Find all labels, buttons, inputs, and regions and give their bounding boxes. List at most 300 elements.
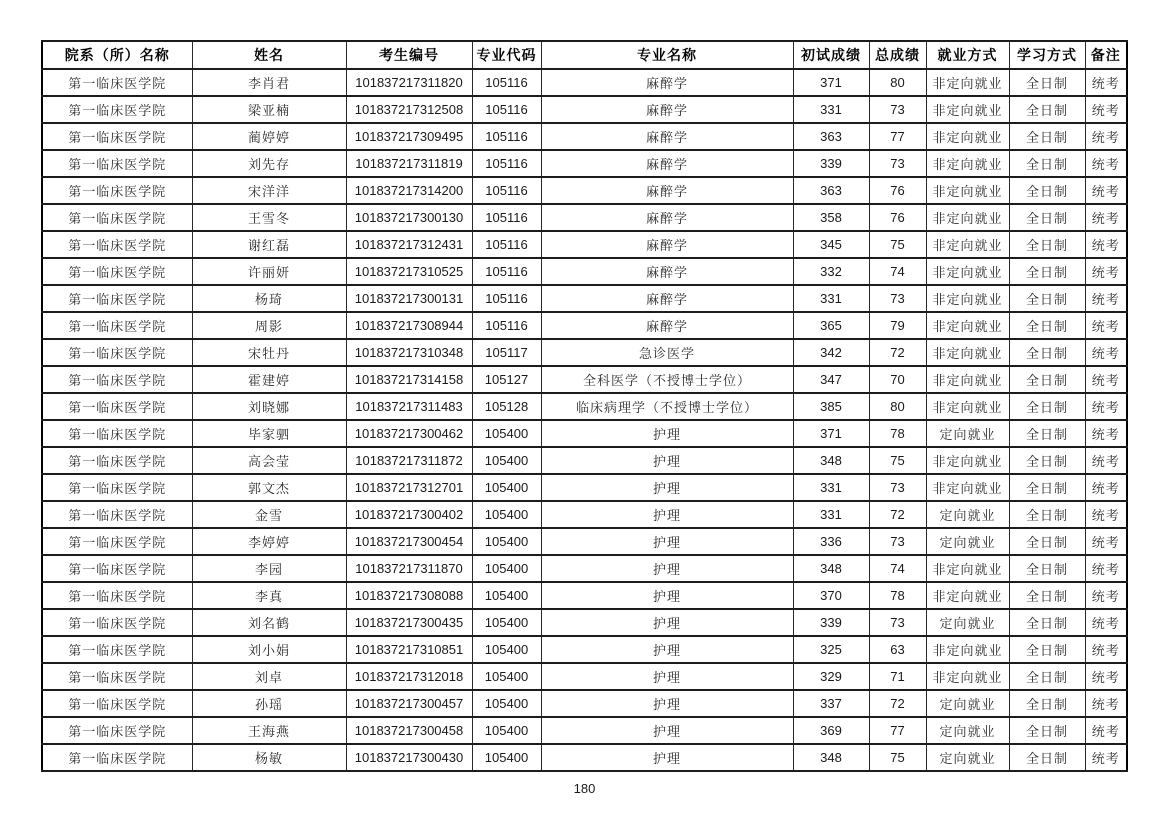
table-cell: 105400 [472, 636, 541, 663]
table-cell: 刘名鹤 [192, 609, 346, 636]
table-cell: 101837217310851 [346, 636, 472, 663]
table-cell: 第一临床医学院 [42, 609, 192, 636]
table-row [42, 528, 1127, 555]
table-cell: 全日制 [1009, 717, 1085, 744]
table-cell: 105400 [472, 555, 541, 582]
table-cell: 73 [869, 96, 926, 123]
table-cell: 统考 [1085, 690, 1127, 717]
table-cell: 80 [869, 69, 926, 96]
table-row [42, 582, 1127, 609]
table-cell: 全日制 [1009, 447, 1085, 474]
table-cell: 全日制 [1009, 339, 1085, 366]
table-cell: 101837217300454 [346, 528, 472, 555]
table-cell: 护理 [541, 447, 793, 474]
table-cell: 76 [869, 204, 926, 231]
table-cell: 第一临床医学院 [42, 717, 192, 744]
table-cell: 全日制 [1009, 636, 1085, 663]
table-cell: 非定向就业 [926, 150, 1009, 177]
table-cell: 全日制 [1009, 177, 1085, 204]
table-cell: 101837217308944 [346, 312, 472, 339]
table-cell: 统考 [1085, 555, 1127, 582]
table-cell: 348 [793, 744, 869, 771]
table-cell: 105128 [472, 393, 541, 420]
table-cell: 第一临床医学院 [42, 69, 192, 96]
table-cell: 刘卓 [192, 663, 346, 690]
table-cell: 定向就业 [926, 717, 1009, 744]
table-cell: 全日制 [1009, 285, 1085, 312]
table-cell: 331 [793, 501, 869, 528]
column-header: 总成绩 [869, 41, 926, 69]
table-cell: 369 [793, 717, 869, 744]
table-cell: 105127 [472, 366, 541, 393]
table-cell: 101837217300458 [346, 717, 472, 744]
table-cell: 急诊医学 [541, 339, 793, 366]
table-cell: 105116 [472, 177, 541, 204]
table-cell: 105116 [472, 258, 541, 285]
table-cell: 第一临床医学院 [42, 663, 192, 690]
table-cell: 105117 [472, 339, 541, 366]
table-cell: 75 [869, 744, 926, 771]
table-row [42, 177, 1127, 204]
table-cell: 336 [793, 528, 869, 555]
table-cell: 李婷婷 [192, 528, 346, 555]
table-cell: 统考 [1085, 717, 1127, 744]
table-cell: 全日制 [1009, 663, 1085, 690]
column-header: 专业代码 [472, 41, 541, 69]
table-cell: 霍建婷 [192, 366, 346, 393]
table-cell: 统考 [1085, 447, 1127, 474]
table-cell: 101837217308088 [346, 582, 472, 609]
table-body [42, 69, 1127, 771]
table-cell: 护理 [541, 663, 793, 690]
table-cell: 全日制 [1009, 204, 1085, 231]
table-cell: 全日制 [1009, 312, 1085, 339]
table-cell: 332 [793, 258, 869, 285]
table-cell: 统考 [1085, 474, 1127, 501]
column-header: 姓名 [192, 41, 346, 69]
table-cell: 105116 [472, 123, 541, 150]
table-cell: 101837217300457 [346, 690, 472, 717]
table-cell: 刘晓娜 [192, 393, 346, 420]
table-cell: 杨琦 [192, 285, 346, 312]
table-cell: 第一临床医学院 [42, 555, 192, 582]
table-cell: 101837217312018 [346, 663, 472, 690]
table-cell: 第一临床医学院 [42, 339, 192, 366]
table-cell: 78 [869, 582, 926, 609]
table-cell: 101837217300462 [346, 420, 472, 447]
table-cell: 72 [869, 501, 926, 528]
table-row [42, 312, 1127, 339]
table-cell: 101837217300430 [346, 744, 472, 771]
table-row [42, 285, 1127, 312]
table-cell: 非定向就业 [926, 177, 1009, 204]
table-cell: 101837217300402 [346, 501, 472, 528]
table-cell: 第一临床医学院 [42, 474, 192, 501]
table-cell: 统考 [1085, 312, 1127, 339]
table-cell: 许丽妍 [192, 258, 346, 285]
table-cell: 李园 [192, 555, 346, 582]
table-cell: 105400 [472, 690, 541, 717]
table-cell: 定向就业 [926, 528, 1009, 555]
table-cell: 麻醉学 [541, 69, 793, 96]
table-cell: 76 [869, 177, 926, 204]
table-cell: 348 [793, 555, 869, 582]
table-cell: 梁亚楠 [192, 96, 346, 123]
table-cell: 非定向就业 [926, 447, 1009, 474]
table-cell: 371 [793, 69, 869, 96]
table-cell: 护理 [541, 555, 793, 582]
table-cell: 金雪 [192, 501, 346, 528]
table-row [42, 150, 1127, 177]
table-cell: 385 [793, 393, 869, 420]
table-cell: 统考 [1085, 663, 1127, 690]
table-cell: 105400 [472, 582, 541, 609]
table-cell: 非定向就业 [926, 663, 1009, 690]
table-cell: 101837217311870 [346, 555, 472, 582]
table-cell: 第一临床医学院 [42, 393, 192, 420]
table-row [42, 366, 1127, 393]
table-cell: 定向就业 [926, 690, 1009, 717]
table-cell: 101837217312508 [346, 96, 472, 123]
table-cell: 统考 [1085, 582, 1127, 609]
table-cell: 统考 [1085, 366, 1127, 393]
admission-results-table [41, 40, 1128, 772]
table-cell: 365 [793, 312, 869, 339]
table-cell: 101837217314158 [346, 366, 472, 393]
table-cell: 80 [869, 393, 926, 420]
table-cell: 麻醉学 [541, 123, 793, 150]
table-cell: 刘小娟 [192, 636, 346, 663]
table-cell: 75 [869, 447, 926, 474]
table-row [42, 393, 1127, 420]
table-cell: 麻醉学 [541, 258, 793, 285]
table-row [42, 474, 1127, 501]
table-cell: 护理 [541, 474, 793, 501]
table-cell: 王海燕 [192, 717, 346, 744]
table-cell: 临床病理学（不授博士学位） [541, 393, 793, 420]
table-cell: 非定向就业 [926, 285, 1009, 312]
table-cell: 全日制 [1009, 96, 1085, 123]
table-cell: 72 [869, 339, 926, 366]
table-cell: 105400 [472, 744, 541, 771]
table-cell: 麻醉学 [541, 231, 793, 258]
table-cell: 全日制 [1009, 231, 1085, 258]
table-cell: 105400 [472, 420, 541, 447]
table-cell: 105116 [472, 150, 541, 177]
table-cell: 342 [793, 339, 869, 366]
table-cell: 105400 [472, 447, 541, 474]
table-cell: 105400 [472, 474, 541, 501]
table-cell: 全日制 [1009, 528, 1085, 555]
table-cell: 第一临床医学院 [42, 285, 192, 312]
table-cell: 329 [793, 663, 869, 690]
table-cell: 105116 [472, 285, 541, 312]
table-cell: 325 [793, 636, 869, 663]
table-cell: 护理 [541, 420, 793, 447]
table-cell: 第一临床医学院 [42, 231, 192, 258]
table-cell: 统考 [1085, 744, 1127, 771]
table-cell: 第一临床医学院 [42, 312, 192, 339]
table-cell: 全日制 [1009, 501, 1085, 528]
table-cell: 105116 [472, 69, 541, 96]
table-cell: 全日制 [1009, 258, 1085, 285]
table-cell: 统考 [1085, 150, 1127, 177]
table-cell: 全日制 [1009, 690, 1085, 717]
table-cell: 73 [869, 609, 926, 636]
table-cell: 345 [793, 231, 869, 258]
table-cell: 护理 [541, 609, 793, 636]
table-cell: 第一临床医学院 [42, 501, 192, 528]
column-header: 初试成绩 [793, 41, 869, 69]
table-row [42, 717, 1127, 744]
table-cell: 101837217310348 [346, 339, 472, 366]
table-cell: 第一临床医学院 [42, 744, 192, 771]
table-cell: 全科医学（不授博士学位） [541, 366, 793, 393]
table-cell: 358 [793, 204, 869, 231]
table-cell: 麻醉学 [541, 204, 793, 231]
table-cell: 74 [869, 258, 926, 285]
table-cell: 第一临床医学院 [42, 582, 192, 609]
table-cell: 麻醉学 [541, 96, 793, 123]
table-cell: 麻醉学 [541, 150, 793, 177]
table-cell: 统考 [1085, 96, 1127, 123]
table-cell: 非定向就业 [926, 366, 1009, 393]
table-row [42, 258, 1127, 285]
table-cell: 非定向就业 [926, 312, 1009, 339]
table-cell: 第一临床医学院 [42, 366, 192, 393]
table-cell: 78 [869, 420, 926, 447]
table-cell: 105400 [472, 663, 541, 690]
table-cell: 护理 [541, 717, 793, 744]
table-cell: 105116 [472, 312, 541, 339]
table-cell: 全日制 [1009, 366, 1085, 393]
table-cell: 101837217312701 [346, 474, 472, 501]
table-cell: 统考 [1085, 420, 1127, 447]
table-cell: 101837217300131 [346, 285, 472, 312]
table-cell: 72 [869, 690, 926, 717]
table-cell: 统考 [1085, 528, 1127, 555]
table-cell: 非定向就业 [926, 231, 1009, 258]
table-row [42, 447, 1127, 474]
table-cell: 363 [793, 177, 869, 204]
table-cell: 105116 [472, 96, 541, 123]
table-cell: 全日制 [1009, 420, 1085, 447]
column-header: 专业名称 [541, 41, 793, 69]
table-cell: 护理 [541, 690, 793, 717]
table-cell: 371 [793, 420, 869, 447]
table-cell: 护理 [541, 582, 793, 609]
table-cell: 79 [869, 312, 926, 339]
table-cell: 全日制 [1009, 582, 1085, 609]
table-cell: 非定向就业 [926, 204, 1009, 231]
table-cell: 非定向就业 [926, 339, 1009, 366]
column-header: 考生编号 [346, 41, 472, 69]
table-cell: 麻醉学 [541, 285, 793, 312]
table-cell: 第一临床医学院 [42, 96, 192, 123]
table-cell: 105400 [472, 717, 541, 744]
table-cell: 李肖君 [192, 69, 346, 96]
table-cell: 麻醉学 [541, 177, 793, 204]
table-cell: 周影 [192, 312, 346, 339]
table-cell: 74 [869, 555, 926, 582]
table-cell: 王雪冬 [192, 204, 346, 231]
table-cell: 全日制 [1009, 744, 1085, 771]
table-row [42, 636, 1127, 663]
table-cell: 全日制 [1009, 474, 1085, 501]
table-cell: 101837217310525 [346, 258, 472, 285]
table-cell: 101837217314200 [346, 177, 472, 204]
table-cell: 348 [793, 447, 869, 474]
table-cell: 非定向就业 [926, 636, 1009, 663]
table-cell: 定向就业 [926, 609, 1009, 636]
table-cell: 第一临床医学院 [42, 447, 192, 474]
table-cell: 全日制 [1009, 150, 1085, 177]
table-cell: 非定向就业 [926, 123, 1009, 150]
table-row [42, 744, 1127, 771]
table-cell: 全日制 [1009, 609, 1085, 636]
table-cell: 护理 [541, 744, 793, 771]
table-cell: 统考 [1085, 501, 1127, 528]
table-cell: 第一临床医学院 [42, 690, 192, 717]
table-cell: 347 [793, 366, 869, 393]
table-cell: 73 [869, 474, 926, 501]
table-cell: 70 [869, 366, 926, 393]
table-cell: 370 [793, 582, 869, 609]
table-row [42, 555, 1127, 582]
table-cell: 郭文杰 [192, 474, 346, 501]
table-cell: 105400 [472, 609, 541, 636]
table-cell: 统考 [1085, 258, 1127, 285]
table-cell: 339 [793, 609, 869, 636]
table-row [42, 420, 1127, 447]
table-cell: 统考 [1085, 609, 1127, 636]
table-cell: 第一临床医学院 [42, 150, 192, 177]
table-cell: 第一临床医学院 [42, 420, 192, 447]
table-cell: 101837217311819 [346, 150, 472, 177]
table-cell: 105400 [472, 528, 541, 555]
table-cell: 谢红磊 [192, 231, 346, 258]
table-cell: 73 [869, 528, 926, 555]
table-cell: 105400 [472, 501, 541, 528]
table-cell: 非定向就业 [926, 393, 1009, 420]
table-cell: 第一临床医学院 [42, 636, 192, 663]
table-cell: 统考 [1085, 123, 1127, 150]
table-row [42, 123, 1127, 150]
table-cell: 77 [869, 717, 926, 744]
table-cell: 337 [793, 690, 869, 717]
table-row [42, 663, 1127, 690]
table-cell: 73 [869, 150, 926, 177]
table-cell: 护理 [541, 636, 793, 663]
table-cell: 331 [793, 474, 869, 501]
table-cell: 麻醉学 [541, 312, 793, 339]
table-cell: 363 [793, 123, 869, 150]
table-cell: 第一临床医学院 [42, 177, 192, 204]
table-row [42, 69, 1127, 96]
table-cell: 高会莹 [192, 447, 346, 474]
table-cell: 统考 [1085, 339, 1127, 366]
table-cell: 统考 [1085, 231, 1127, 258]
table-row [42, 690, 1127, 717]
table-cell: 定向就业 [926, 501, 1009, 528]
table-cell: 统考 [1085, 177, 1127, 204]
table-row [42, 96, 1127, 123]
table-cell: 护理 [541, 501, 793, 528]
table-cell: 101837217311820 [346, 69, 472, 96]
table-cell: 非定向就业 [926, 96, 1009, 123]
table-cell: 孙瑶 [192, 690, 346, 717]
table-cell: 非定向就业 [926, 69, 1009, 96]
table-row [42, 609, 1127, 636]
table-cell: 101837217311483 [346, 393, 472, 420]
table-cell: 定向就业 [926, 420, 1009, 447]
table-row [42, 501, 1127, 528]
table-row [42, 204, 1127, 231]
table-cell: 331 [793, 96, 869, 123]
table-cell: 全日制 [1009, 69, 1085, 96]
table-cell: 77 [869, 123, 926, 150]
table-cell: 非定向就业 [926, 555, 1009, 582]
table-cell: 宋牡丹 [192, 339, 346, 366]
table-row [42, 339, 1127, 366]
table-cell: 毕家驷 [192, 420, 346, 447]
table-cell: 339 [793, 150, 869, 177]
table-cell: 101837217300435 [346, 609, 472, 636]
table-cell: 统考 [1085, 636, 1127, 663]
table-cell: 101837217312431 [346, 231, 472, 258]
table-cell: 63 [869, 636, 926, 663]
table-cell: 全日制 [1009, 393, 1085, 420]
header-row [42, 41, 1127, 69]
table-cell: 蔺婷婷 [192, 123, 346, 150]
table-cell: 非定向就业 [926, 474, 1009, 501]
table-cell: 杨敏 [192, 744, 346, 771]
table-cell: 第一临床医学院 [42, 123, 192, 150]
table-cell: 全日制 [1009, 555, 1085, 582]
table-row [42, 231, 1127, 258]
table-cell: 非定向就业 [926, 258, 1009, 285]
table-cell: 71 [869, 663, 926, 690]
table-cell: 105116 [472, 204, 541, 231]
column-header: 就业方式 [926, 41, 1009, 69]
table-cell: 73 [869, 285, 926, 312]
table-cell: 护理 [541, 528, 793, 555]
table-cell: 统考 [1085, 393, 1127, 420]
page-number: 180 [573, 781, 596, 796]
table-cell: 101837217300130 [346, 204, 472, 231]
table-cell: 101837217309495 [346, 123, 472, 150]
table-cell: 75 [869, 231, 926, 258]
table-cell: 刘先存 [192, 150, 346, 177]
table-cell: 非定向就业 [926, 582, 1009, 609]
table-cell: 101837217311872 [346, 447, 472, 474]
column-header: 备注 [1085, 41, 1127, 69]
column-header: 院系（所）名称 [42, 41, 192, 69]
table-cell: 105116 [472, 231, 541, 258]
table-cell: 第一临床医学院 [42, 258, 192, 285]
table-cell: 全日制 [1009, 123, 1085, 150]
table-cell: 宋洋洋 [192, 177, 346, 204]
table-cell: 第一临床医学院 [42, 204, 192, 231]
table-cell: 331 [793, 285, 869, 312]
table-cell: 统考 [1085, 69, 1127, 96]
table-cell: 统考 [1085, 204, 1127, 231]
table-cell: 定向就业 [926, 744, 1009, 771]
table-cell: 李真 [192, 582, 346, 609]
table-cell: 第一临床医学院 [42, 528, 192, 555]
column-header: 学习方式 [1009, 41, 1085, 69]
table-cell: 统考 [1085, 285, 1127, 312]
